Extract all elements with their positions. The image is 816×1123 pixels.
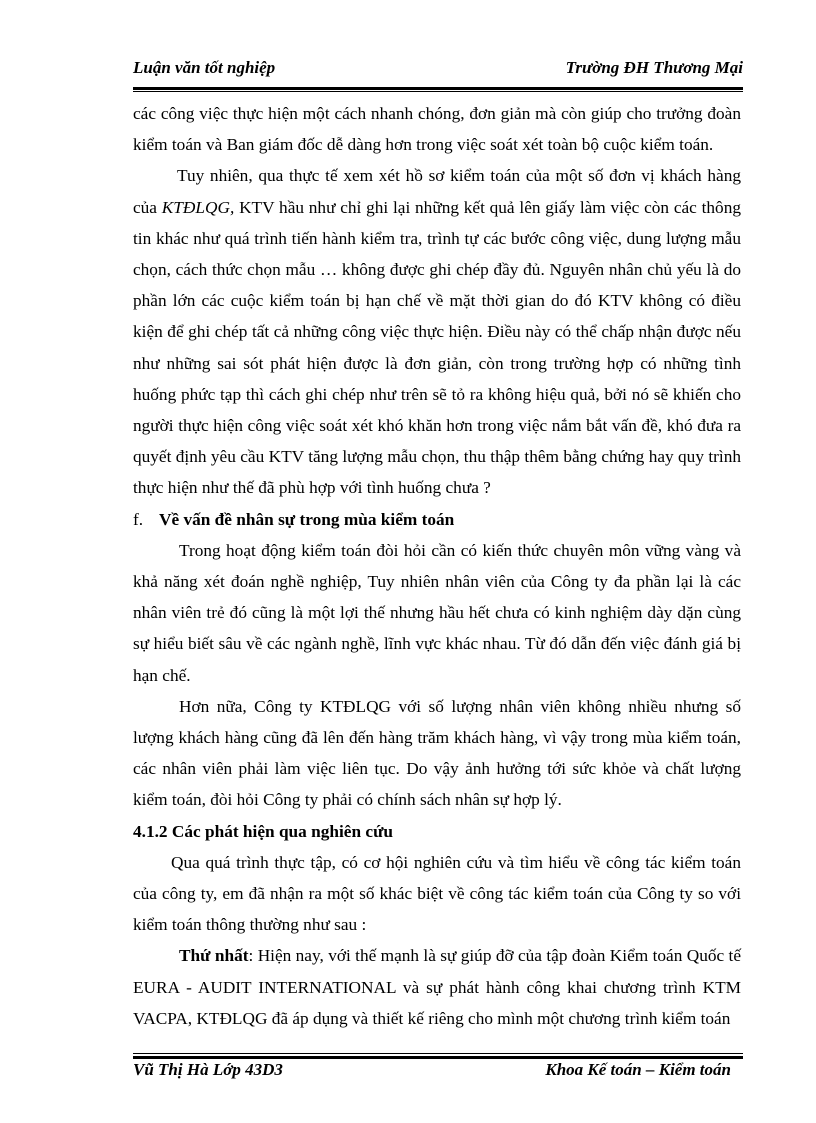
paragraph-findings-intro: Qua quá trình thực tập, có cơ hội nghiên cứu và tìm hiểu về công tác kiểm toán của công ty, em đã nhận ra một số khác biệt về công tác kiểm toán của Công ty so với kiểm toán thông thường như sau : [133,852,741,935]
paragraph-audit-records [133,160,741,503]
footer-rule-thin [133,1053,743,1054]
paragraph-staff-2: Hơn nữa, Công ty KTĐLQG với số lượng nhân viên không nhiều nhưng số lượng khách hàng cũng đã lên đến hàng trăm khách hàng, vì vậy trong mùa kiểm toán, các nhân viên phải làm việc liên tục. Do vậy ảnh hưởng tới sức khỏe và chất lượng kiểm toán, đòi hỏi Công ty phải có chính sách nhân sự hợp lý. [133,696,741,810]
first-finding-lead: Thứ nhất [179,946,249,966]
paragraph-staff-1: Trong hoạt động kiểm toán đòi hỏi cần có kiến thức chuyên môn vững vàng và khả năng xét đoán nghề nghiệp, Tuy nhiên nhân viên của Công ty đa phần lại là các nhân viên trẻ đó cũng là một lợi thế nhưng hầu hết chưa có kinh nghiệm dày dặn cùng sự hiểu biết sâu về các ngành nghề, lĩnh vực khác nhau. Từ đó dẫn đến việc đánh giá bị hạn chế. [133,540,741,685]
footer-rule-thick [133,1056,743,1059]
p2-company: KTĐLQG, [161,197,235,217]
document-body [133,98,741,1034]
page-footer [133,1060,743,1090]
header-thesis-title: Luận văn tốt nghiệp [133,58,276,77]
footer-department: Khoa Kế toán – Kiểm toán [545,1060,731,1079]
footer-author: Vũ Thị Hà Lớp 43D3 [133,1060,283,1079]
heading-f-marker: f. [133,509,144,529]
paragraph-continuation: các công việc thực hiện một cách nhanh chóng, đơn giản mà còn giúp cho trưởng đoàn kiểm toán và Ban giám đốc dễ dàng hơn trong việc soát xét toàn bộ cuộc kiểm toán. [133,104,741,155]
header-university: Trường ĐH Thương Mại [565,58,743,77]
heading-f-title: Về vấn đề nhân sự trong mùa kiểm toán [159,509,455,529]
first-finding-text: : Hiện nay, với thế mạnh là sự giúp đỡ của tập đoàn Kiểm toán Quốc tế EURA - AUDIT INTERNATIONAL và sự phát hành công khai chương trình KTM VACPA, KTĐLQG đã áp dụng và thiết kế riêng cho mình một chương trình kiểm toán [133,946,741,1028]
paragraph-first-finding [133,940,741,1034]
heading-section-f [133,504,741,535]
p2-start: Tuy nhiên, qua thực tế xem xét hồ sơ kiểm toán của một số đơn vị khách hàng của [133,166,741,217]
heading-4-1-2: 4.1.2 Các phát hiện qua nghiên cứu [133,821,394,841]
header-rule-thick [133,87,743,90]
page-header [133,58,743,88]
p2-rest: KTV hầu như chỉ ghi lại những kết quả lên giấy làm việc còn các thông tin khác như quá trình tiến hành kiểm tra, trình tự các bước công việc, dung lượng mẫu chọn, cách thức chọn mẫu … không được ghi chép đầy đủ. Nguyên nhân chủ yếu là do phần lớn các cuộc kiểm toán bị hạn chế về mặt thời gian do đó KTV không có điều kiện để ghi chép tất cả những công việc thực hiện. Điều này có thể chấp nhận được nếu như những sai sót phát hiện được là đơn giản, còn trong trường hợp có những tình huống phức tạp thì cách ghi chép như trên sẽ tỏ ra không hiệu quả, bởi nó sẽ khiến cho người thực hiện công việc soát xét khó khăn hơn trong việc nắm bắt vấn đề, khó đưa ra quyết định yêu cầu KTV tăng lượng mẫu chọn, thu thập thêm bằng chứng hay quy trình thực hiện như thế đã phù hợp với tình huống chưa ? [133,197,741,498]
header-rule-thin [133,91,743,92]
